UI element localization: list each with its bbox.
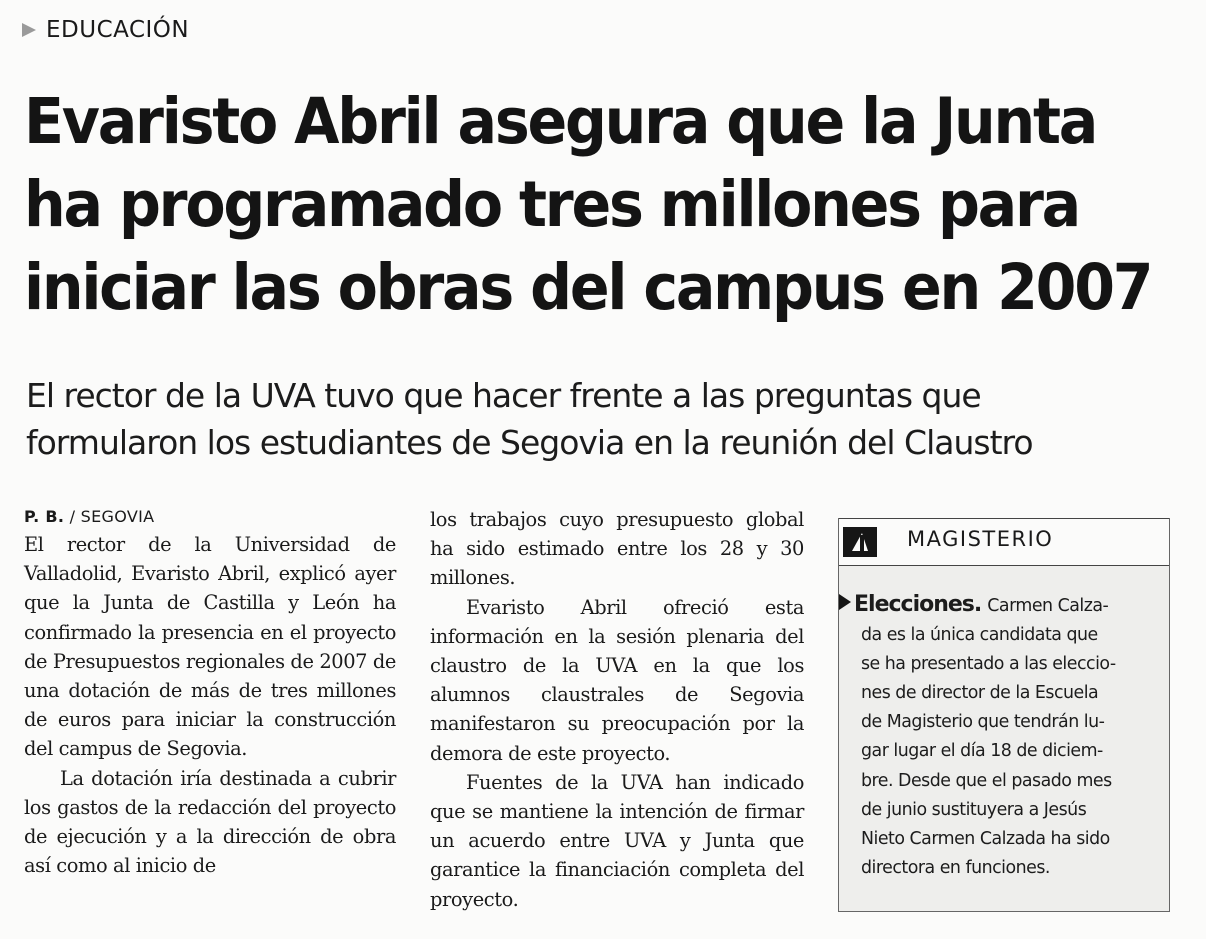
sidebar-text: Carmen Calza- bbox=[987, 596, 1109, 616]
sidebar-line bbox=[839, 590, 1157, 621]
sidebar-line: Nieto Carmen Calzada ha sido bbox=[861, 828, 1110, 849]
sidebar-header bbox=[839, 518, 1169, 566]
sidebar-line: nes de director de la Escuela bbox=[861, 683, 1099, 704]
sidebar-title: MAGISTERIO bbox=[907, 527, 1054, 551]
sidebar-line: da es la única candidata que bbox=[861, 625, 1098, 646]
sidebar-line: gar lugar el día 18 de diciem- bbox=[861, 741, 1103, 762]
subheadline-line: formularon los estudiantes de Segovia en la reunión del Claustro bbox=[26, 423, 1033, 462]
subheadline bbox=[26, 372, 1206, 466]
subheadline-line: El rector de la UVA tuvo que hacer frente a las preguntas que bbox=[26, 376, 981, 415]
sidebar-body bbox=[839, 590, 1157, 883]
sidebar-lead: Elecciones. bbox=[854, 592, 982, 617]
article-column-1 bbox=[24, 505, 396, 880]
bullet-arrow-icon bbox=[839, 594, 851, 610]
sidebar-line: de Magisterio que tendrán lu- bbox=[861, 712, 1105, 733]
sidebar-line: directora en funciones. bbox=[861, 857, 1050, 878]
headline-line: ha programado tres millones para bbox=[24, 168, 1079, 241]
section-label: EDUCACIÓN bbox=[46, 17, 190, 43]
article-paragraph: La dotación iría destinada a cubrir los gastos de la redacción del proyecto de ejecución y a la dirección de obra así como al inicio de bbox=[24, 766, 396, 878]
newspaper-logo-icon bbox=[843, 527, 877, 557]
headline bbox=[24, 80, 1152, 329]
sidebar-box bbox=[838, 518, 1170, 912]
headline-line: iniciar las obras del campus en 2007 bbox=[24, 251, 1152, 324]
article-paragraph: Evaristo Abril ofreció esta información en la sesión plenaria del claustro de la UVA en la que los alumnos claustrales de Segovia manifestaron su preocupación por la demora de este proyecto. bbox=[430, 595, 804, 765]
byline-location: / SEGOVIA bbox=[69, 507, 155, 526]
article-paragraph: los trabajos cuyo presupuesto global ha sido estimado entre los 28 y 30 millones. bbox=[430, 508, 804, 590]
section-arrow-icon bbox=[22, 23, 36, 37]
sidebar-line: bre. Desde que el pasado mes bbox=[861, 770, 1112, 791]
sidebar-line: de junio sustituyera a Jesús bbox=[861, 799, 1087, 820]
headline-line: Evaristo Abril asegura que la Junta bbox=[24, 85, 1097, 158]
section-header bbox=[22, 14, 189, 46]
article-paragraph: Fuentes de la UVA han indicado que se mantiene la intención de firmar un acuerdo entre UVA y Junta que garantice la financiación completa del proyecto. bbox=[430, 770, 804, 911]
sidebar-line: se ha presentado a las eleccio- bbox=[861, 654, 1116, 675]
byline-author: P. B. bbox=[24, 507, 65, 526]
article-column-2 bbox=[430, 505, 804, 914]
article-paragraph: El rector de la Universidad de Valladolid, Evaristo Abril, explicó ayer que la Junta de Castilla y León ha confirmado la presencia en el proyecto de Presupuestos regionales de 2007 de una dotación de más de tres millones de euros para iniciar la construcción del campus de Segovia. bbox=[24, 533, 396, 761]
byline bbox=[24, 504, 396, 530]
